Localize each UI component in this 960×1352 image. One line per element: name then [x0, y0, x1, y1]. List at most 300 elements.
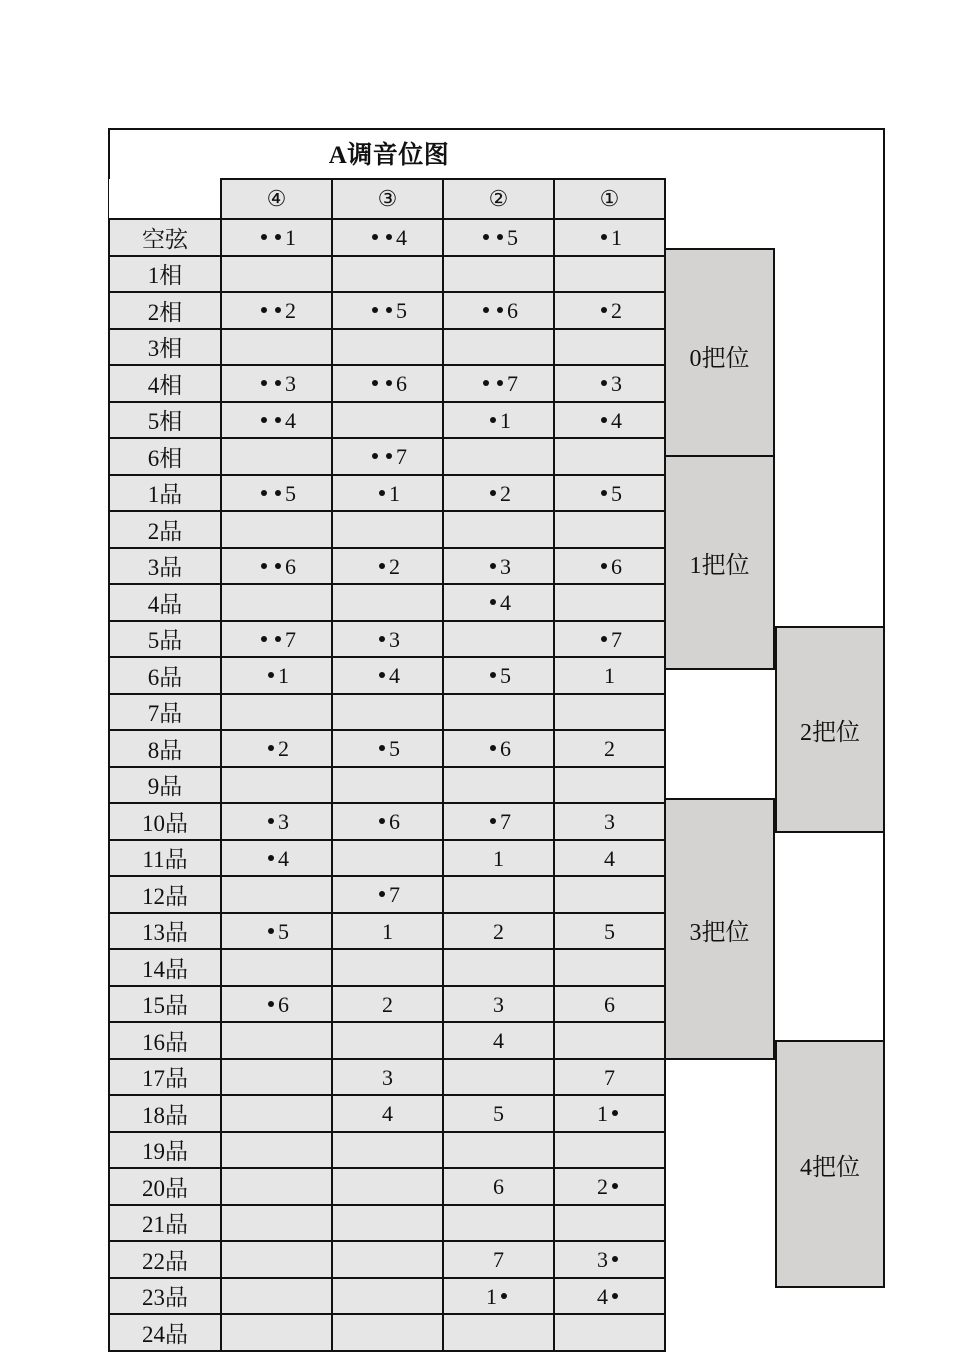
octave-dot [275, 307, 281, 313]
note-cell [221, 365, 332, 402]
note-value [479, 296, 518, 324]
note-cell [332, 876, 443, 913]
note-cell [554, 1168, 665, 1205]
note-value [597, 1172, 622, 1200]
note-value [257, 552, 296, 577]
octave-dot [372, 453, 378, 459]
note-cell [554, 584, 665, 621]
note-number: 3 [382, 1064, 393, 1090]
note-cell [554, 986, 665, 1023]
note-number: 5 [396, 298, 407, 324]
note-cell [443, 438, 554, 475]
octave-dot [379, 563, 385, 569]
note-number: 4 [396, 225, 407, 251]
position-marker [664, 455, 775, 670]
note-cell [443, 1168, 554, 1205]
note-number: 3 [285, 371, 296, 397]
note-cell [332, 986, 443, 1023]
octave-dot [490, 417, 496, 423]
table-row [109, 1059, 665, 1096]
note-cell [221, 1132, 332, 1169]
note-cell [221, 1059, 332, 1096]
row-label: 21品 [109, 1205, 221, 1242]
note-cell [443, 621, 554, 658]
row-label: 24品 [109, 1314, 221, 1351]
note-cell [221, 1241, 332, 1278]
note-cell [554, 621, 665, 658]
note-value [368, 223, 407, 251]
note-cell [443, 1314, 554, 1351]
row-label: 9品 [109, 767, 221, 804]
note-value [604, 990, 615, 1015]
note-cell [221, 694, 332, 731]
octave-dot [268, 745, 274, 751]
note-cell [332, 256, 443, 293]
position-marker [664, 798, 775, 1060]
note-cell [443, 1205, 554, 1242]
note-number: 2 [500, 480, 511, 506]
note-cell [332, 219, 443, 256]
row-label: 4相 [109, 365, 221, 402]
note-number: 6 [500, 736, 511, 762]
note-number: 7 [493, 1247, 504, 1273]
note-cell [332, 475, 443, 512]
octave-dot [261, 380, 267, 386]
note-value [486, 552, 511, 577]
note-value [264, 734, 289, 762]
note-number: 7 [611, 626, 622, 652]
note-cell [332, 694, 443, 731]
note-value [375, 625, 400, 650]
note-number: 1 [278, 663, 289, 689]
table-row [109, 1241, 665, 1278]
octave-dot [490, 563, 496, 569]
note-cell [332, 511, 443, 548]
note-cell [332, 840, 443, 877]
octave-dot [490, 672, 496, 678]
note-cell [221, 840, 332, 877]
row-label: 6品 [109, 657, 221, 694]
octave-dot [601, 417, 607, 423]
note-number: 7 [389, 882, 400, 908]
octave-dot [601, 490, 607, 496]
octave-dot [490, 745, 496, 751]
note-value [257, 369, 296, 397]
octave-dot [497, 380, 503, 386]
row-label: 11品 [109, 840, 221, 877]
note-cell [221, 803, 332, 840]
note-value [382, 917, 393, 942]
row-label: 20品 [109, 1168, 221, 1205]
note-number: 5 [278, 918, 289, 944]
octave-dot [601, 307, 607, 313]
position-label: 1把位 [689, 553, 750, 579]
note-cell [221, 876, 332, 913]
string-header-3: ③ [332, 179, 443, 219]
note-number: 6 [493, 1174, 504, 1200]
note-value [257, 479, 296, 504]
note-value [486, 661, 511, 689]
note-cell [554, 913, 665, 950]
table-row [109, 1132, 665, 1169]
note-cell [443, 694, 554, 731]
note-cell [221, 438, 332, 475]
note-cell [221, 475, 332, 512]
note-cell [443, 767, 554, 804]
row-label: 23品 [109, 1278, 221, 1315]
octave-dot [612, 1293, 618, 1299]
note-value [382, 1063, 393, 1088]
octave-dot [379, 636, 385, 642]
octave-dot [261, 490, 267, 496]
row-label: 2品 [109, 511, 221, 548]
note-number: 4 [500, 590, 511, 616]
note-cell [332, 438, 443, 475]
note-value [257, 296, 296, 324]
note-cell [221, 1278, 332, 1315]
table-row [109, 402, 665, 439]
note-cell [443, 803, 554, 840]
table-row [109, 475, 665, 512]
note-cell [554, 1314, 665, 1351]
row-label: 10品 [109, 803, 221, 840]
note-value [493, 844, 504, 869]
note-number: 6 [285, 553, 296, 579]
note-cell [332, 1095, 443, 1132]
note-cell [221, 548, 332, 585]
octave-dot [497, 307, 503, 313]
row-label: 16品 [109, 1022, 221, 1059]
note-value [257, 625, 296, 650]
note-cell [332, 621, 443, 658]
note-cell [443, 657, 554, 694]
table-row [109, 621, 665, 658]
note-number: 2 [382, 991, 393, 1017]
position-label: 0把位 [689, 346, 750, 372]
octave-dot [483, 307, 489, 313]
octave-dot [612, 1110, 618, 1116]
note-cell [221, 1168, 332, 1205]
octave-dot [490, 599, 496, 605]
note-cell [443, 548, 554, 585]
note-cell [221, 1314, 332, 1351]
note-number: 3 [604, 809, 615, 835]
row-label: 2相 [109, 292, 221, 329]
octave-dot [268, 928, 274, 934]
octave-dot [379, 672, 385, 678]
note-number: 1 [611, 225, 622, 251]
note-cell [443, 1059, 554, 1096]
row-label: 18品 [109, 1095, 221, 1132]
note-number: 1 [285, 225, 296, 251]
note-cell [221, 329, 332, 366]
table-row [109, 1095, 665, 1132]
note-value [597, 369, 622, 397]
table-head [109, 179, 665, 219]
row-label: 13品 [109, 913, 221, 950]
note-number: 4 [389, 663, 400, 689]
note-cell [554, 329, 665, 366]
note-cell [221, 511, 332, 548]
octave-dot [601, 636, 607, 642]
note-cell [332, 1132, 443, 1169]
note-cell [332, 913, 443, 950]
note-cell [332, 584, 443, 621]
note-cell [443, 256, 554, 293]
note-cell [554, 219, 665, 256]
note-cell [443, 219, 554, 256]
note-cell [554, 548, 665, 585]
position-marker [775, 1040, 885, 1288]
table-row [109, 949, 665, 986]
note-number: 4 [493, 1028, 504, 1054]
note-cell [554, 840, 665, 877]
note-value [604, 1063, 615, 1088]
note-value [486, 807, 511, 835]
row-label: 8品 [109, 730, 221, 767]
table-row [109, 694, 665, 731]
row-label: 3品 [109, 548, 221, 585]
note-number: 1 [493, 845, 504, 871]
note-cell [443, 1022, 554, 1059]
note-cell [554, 1205, 665, 1242]
position-label: 3把位 [689, 919, 750, 946]
octave-dot [261, 563, 267, 569]
row-label: 7品 [109, 694, 221, 731]
note-value [493, 917, 504, 942]
note-cell [554, 438, 665, 475]
note-value [368, 369, 407, 397]
note-number: 1 [486, 1283, 497, 1309]
note-cell [221, 730, 332, 767]
row-label: 6相 [109, 438, 221, 475]
note-number: 6 [611, 553, 622, 579]
position-label: 2把位 [800, 720, 860, 746]
note-cell [554, 256, 665, 293]
row-label: 14品 [109, 949, 221, 986]
note-value [493, 1172, 504, 1200]
note-cell [443, 913, 554, 950]
table-row [109, 1278, 665, 1315]
note-value [486, 479, 511, 504]
note-number: 4 [285, 407, 296, 433]
table-body [109, 219, 665, 1351]
note-cell [443, 402, 554, 439]
note-value [604, 917, 615, 942]
octave-dot [483, 234, 489, 240]
note-number: 1 [389, 480, 400, 506]
note-number: 3 [493, 991, 504, 1017]
row-label: 5品 [109, 621, 221, 658]
octave-dot [379, 891, 385, 897]
note-value [604, 661, 615, 689]
note-cell [554, 876, 665, 913]
note-value [375, 479, 400, 504]
table-row [109, 584, 665, 621]
octave-dot [275, 417, 281, 423]
note-value [597, 296, 622, 324]
note-cell [443, 1132, 554, 1169]
note-cell [443, 1095, 554, 1132]
note-number: 7 [604, 1064, 615, 1090]
note-value [375, 880, 400, 908]
octave-dot [268, 672, 274, 678]
note-cell [332, 767, 443, 804]
note-cell [443, 329, 554, 366]
note-cell [221, 1205, 332, 1242]
note-value [597, 479, 622, 504]
note-cell [221, 621, 332, 658]
note-value [479, 369, 518, 397]
note-cell [443, 1241, 554, 1278]
note-number: 3 [611, 371, 622, 397]
note-value [597, 1099, 622, 1127]
position-marker [775, 626, 885, 833]
note-number: 7 [285, 626, 296, 652]
note-cell [332, 949, 443, 986]
note-value [382, 990, 393, 1015]
table-row [109, 1205, 665, 1242]
note-value [264, 844, 289, 869]
note-number: 2 [597, 1174, 608, 1200]
octave-dot [372, 307, 378, 313]
octave-dot [497, 234, 503, 240]
note-cell [332, 1059, 443, 1096]
note-cell [554, 949, 665, 986]
note-value [597, 223, 622, 251]
note-cell [221, 913, 332, 950]
note-position-table [108, 178, 666, 1352]
note-value [257, 223, 296, 251]
octave-dot [372, 234, 378, 240]
note-cell [554, 1241, 665, 1278]
note-number: 5 [493, 1101, 504, 1127]
string-header-2: ② [443, 179, 554, 219]
note-number: 2 [493, 918, 504, 944]
note-value [597, 1282, 622, 1307]
table-row [109, 365, 665, 402]
row-label: 5相 [109, 402, 221, 439]
note-number: 3 [389, 626, 400, 652]
note-number: 2 [389, 553, 400, 579]
table-row [109, 511, 665, 548]
note-number: 2 [604, 736, 615, 762]
note-value [486, 734, 511, 762]
octave-dot [261, 417, 267, 423]
note-cell [443, 475, 554, 512]
note-cell [554, 767, 665, 804]
note-value [375, 552, 400, 577]
note-cell [554, 511, 665, 548]
note-cell [221, 1095, 332, 1132]
table-row [109, 767, 665, 804]
note-cell [332, 803, 443, 840]
note-value [604, 807, 615, 835]
note-cell [221, 256, 332, 293]
octave-dot [379, 745, 385, 751]
note-number: 5 [604, 918, 615, 944]
table-row [109, 438, 665, 475]
octave-dot [275, 490, 281, 496]
note-cell [554, 1132, 665, 1169]
table-row [109, 803, 665, 840]
header-row [109, 179, 665, 219]
note-number: 5 [611, 480, 622, 506]
note-number: 7 [507, 371, 518, 397]
note-number: 5 [500, 663, 511, 689]
octave-dot [601, 380, 607, 386]
note-cell [332, 548, 443, 585]
note-cell [443, 986, 554, 1023]
note-cell [443, 511, 554, 548]
note-value [597, 625, 622, 650]
note-cell [221, 986, 332, 1023]
table-row [109, 657, 665, 694]
note-number: 3 [278, 809, 289, 835]
note-number: 4 [278, 845, 289, 871]
note-number: 4 [611, 407, 622, 433]
note-value [264, 807, 289, 835]
note-value [486, 1282, 511, 1307]
position-label: 4把位 [800, 1154, 860, 1181]
note-cell [332, 329, 443, 366]
table-row [109, 548, 665, 585]
note-value [493, 990, 504, 1015]
table-row [109, 730, 665, 767]
page-title: A调音位图 [328, 142, 450, 169]
note-cell [443, 949, 554, 986]
note-value [382, 1099, 393, 1127]
note-value [493, 1099, 504, 1127]
row-label: 19品 [109, 1132, 221, 1169]
note-cell [554, 1022, 665, 1059]
table-row [109, 986, 665, 1023]
octave-dot [268, 818, 274, 824]
note-number: 7 [396, 444, 407, 470]
note-number: 4 [604, 845, 615, 871]
octave-dot [386, 453, 392, 459]
note-number: 6 [278, 991, 289, 1017]
note-value [264, 990, 289, 1015]
note-number: 5 [389, 736, 400, 762]
note-number: 2 [611, 298, 622, 324]
note-value [375, 661, 400, 689]
note-number: 5 [507, 225, 518, 251]
octave-dot [386, 307, 392, 313]
note-number: 1 [604, 663, 615, 689]
note-cell [332, 1022, 443, 1059]
note-cell [443, 730, 554, 767]
note-cell [221, 584, 332, 621]
note-number: 2 [285, 298, 296, 324]
note-cell [554, 657, 665, 694]
octave-dot [275, 380, 281, 386]
note-cell [332, 657, 443, 694]
octave-dot [612, 1183, 618, 1189]
note-value [597, 1245, 622, 1273]
note-cell [221, 767, 332, 804]
note-cell [443, 292, 554, 329]
table-row [109, 840, 665, 877]
table-row [109, 219, 665, 256]
table-row [109, 329, 665, 366]
note-cell [443, 840, 554, 877]
octave-dot [275, 636, 281, 642]
string-header-1: ① [554, 179, 665, 219]
row-label: 12品 [109, 876, 221, 913]
octave-dot [501, 1293, 507, 1299]
note-value [597, 552, 622, 577]
